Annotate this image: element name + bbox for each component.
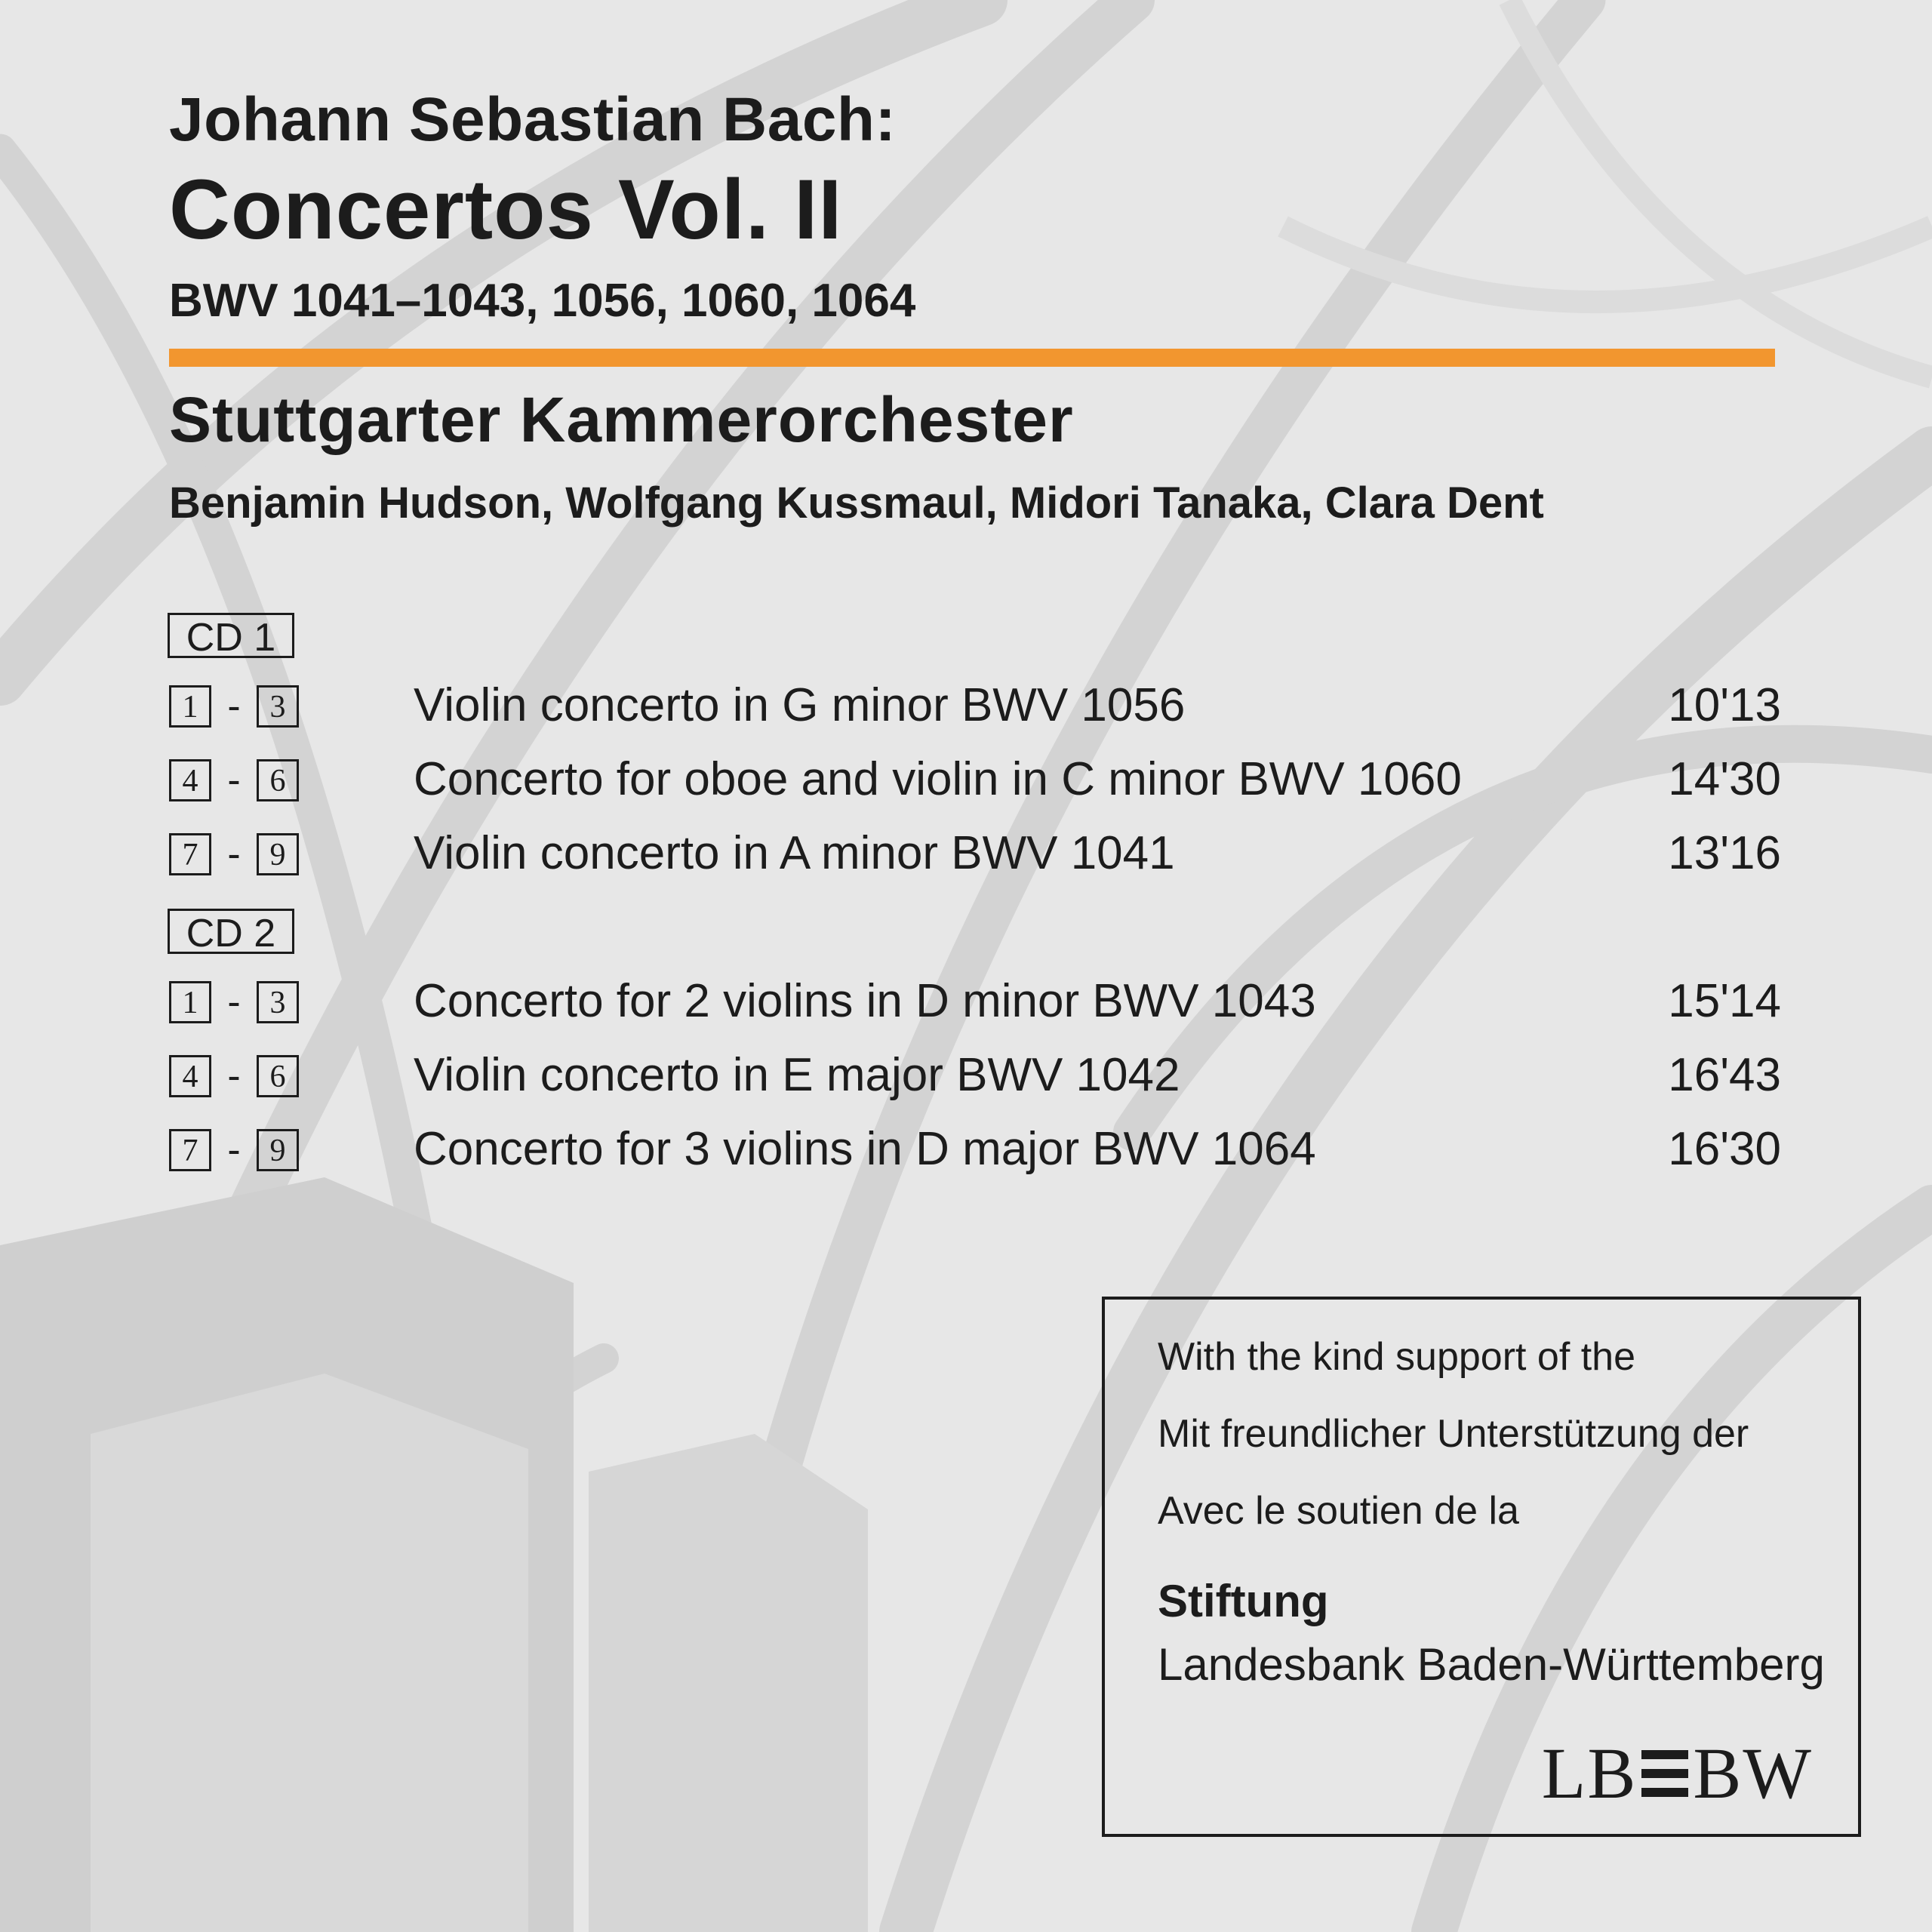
- piece-duration: 16'30: [1668, 1123, 1781, 1175]
- ensemble-name: Stuttgarter Kammerorchester: [169, 384, 1074, 455]
- track-range-dash: -: [227, 832, 241, 876]
- piece-title: Concerto for oboe and violin in C minor BWV 1060: [414, 753, 1462, 805]
- track-row: [169, 827, 1781, 880]
- support-line-en: With the kind support of the: [1158, 1335, 1636, 1379]
- album-title: Concertos Vol. II: [169, 162, 843, 257]
- track-end-number: 9: [257, 833, 299, 875]
- sponsor-box: [1102, 1297, 1861, 1837]
- bank-name: Landesbank Baden-Württemberg: [1158, 1639, 1825, 1690]
- piece-title: Violin concerto in G minor BWV 1056: [414, 679, 1186, 731]
- logo-text-left: LB: [1541, 1733, 1638, 1814]
- track-range-dash: -: [227, 1128, 241, 1172]
- piece-duration: 13'16: [1668, 827, 1781, 879]
- track-end-number: 6: [257, 1055, 299, 1097]
- piece-duration: 16'43: [1668, 1049, 1781, 1101]
- piece-duration: 15'14: [1668, 975, 1781, 1027]
- piece-title: Violin concerto in A minor BWV 1041: [414, 827, 1175, 879]
- track-range-dash: -: [227, 1054, 241, 1098]
- track-end-number: 9: [257, 1129, 299, 1171]
- track-row: [169, 975, 1781, 1028]
- track-row: [169, 679, 1781, 732]
- track-start-number: 1: [169, 685, 211, 728]
- track-start-number: 1: [169, 981, 211, 1023]
- track-start-number: 7: [169, 833, 211, 875]
- composer-heading: Johann Sebastian Bach:: [169, 85, 897, 154]
- logo-bars-icon: [1641, 1750, 1688, 1797]
- foundation-name: Stiftung: [1158, 1576, 1329, 1626]
- track-start-number: 7: [169, 1129, 211, 1171]
- track-row: [169, 1049, 1781, 1102]
- track-range-dash: -: [227, 980, 241, 1024]
- track-range-dash: -: [227, 685, 241, 728]
- track-end-number: 3: [257, 685, 299, 728]
- accent-rule: [169, 349, 1775, 367]
- support-line-fr: Avec le soutien de la: [1158, 1489, 1519, 1533]
- track-range-dash: -: [227, 758, 241, 802]
- track-range: [169, 1128, 299, 1173]
- track-end-number: 6: [257, 759, 299, 801]
- lbbw-logo: [1541, 1733, 1813, 1814]
- catalog-numbers: BWV 1041–1043, 1056, 1060, 1064: [169, 275, 916, 327]
- piece-duration: 14'30: [1668, 753, 1781, 805]
- track-end-number: 3: [257, 981, 299, 1023]
- track-range: [169, 980, 299, 1025]
- track-range: [169, 1054, 299, 1099]
- track-start-number: 4: [169, 759, 211, 801]
- cd2-label: CD 2: [168, 909, 294, 954]
- track-range: [169, 684, 299, 729]
- soloists-list: Benjamin Hudson, Wolfgang Kussmaul, Midori Tanaka, Clara Dent: [169, 478, 1544, 528]
- track-range: [169, 832, 299, 877]
- track-row: [169, 753, 1781, 806]
- piece-title: Concerto for 2 violins in D minor BWV 1043: [414, 975, 1316, 1027]
- cd1-label: CD 1: [168, 613, 294, 658]
- track-start-number: 4: [169, 1055, 211, 1097]
- track-row: [169, 1123, 1781, 1176]
- piece-title: Concerto for 3 violins in D major BWV 1064: [414, 1123, 1316, 1175]
- logo-text-right: BW: [1693, 1733, 1813, 1814]
- track-range: [169, 758, 299, 803]
- piece-title: Violin concerto in E major BWV 1042: [414, 1049, 1180, 1101]
- support-line-de: Mit freundlicher Unterstützung der: [1158, 1412, 1749, 1456]
- piece-duration: 10'13: [1668, 679, 1781, 731]
